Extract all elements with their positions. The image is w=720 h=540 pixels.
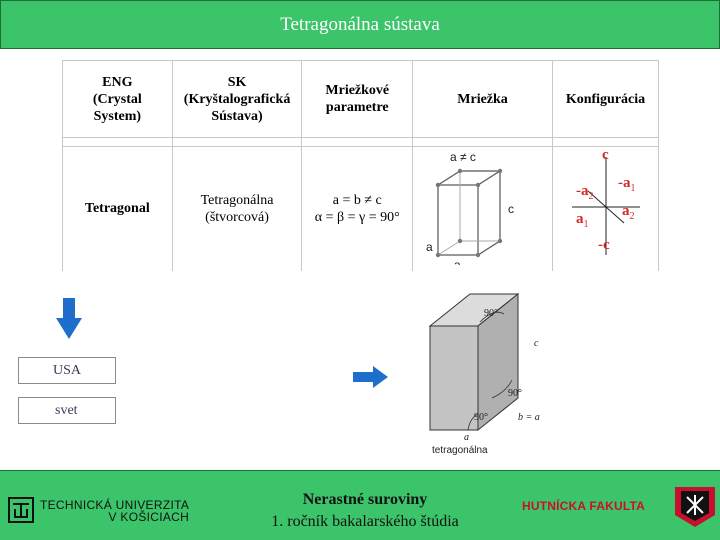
university-logo-icon	[8, 497, 34, 523]
header-config: Konfigurácia	[553, 61, 659, 138]
config-minus-a2: -a	[575, 183, 588, 200]
cell-config	[553, 147, 659, 271]
title-bar	[0, 0, 720, 49]
axis-configuration-diagram	[556, 147, 656, 265]
lattice-label-c: c	[507, 202, 514, 217]
config-minus-c: -c	[597, 237, 610, 254]
lattice-label-top: a ≠ c	[449, 150, 476, 165]
svg-text:a2: $a_2$	[621, 203, 634, 223]
angle-right: 90°	[508, 388, 522, 399]
footer	[0, 470, 720, 540]
header-params: Mriežkové parametre	[302, 61, 413, 138]
figure-b-eq-a: b = a	[518, 412, 540, 423]
config-c: c	[601, 147, 609, 164]
cell-eng: Tetragonal	[63, 147, 173, 271]
legend-usa: USA	[18, 357, 116, 384]
crystal-system-table	[62, 60, 659, 271]
course-title: Nerastné suroviny	[302, 491, 428, 508]
svg-text:-a2: $-a_2$	[575, 183, 593, 203]
faculty-name: HUTNÍCKA FAKULTA	[522, 499, 645, 513]
legend-svet: svet	[18, 397, 116, 424]
figure-a-label: a	[464, 432, 469, 443]
header-sk: SK (Kryštalografická Sústava)	[172, 61, 302, 138]
lattice-label-a-bottom: a	[453, 258, 461, 266]
table-gap-row	[63, 138, 659, 147]
config-minus-a1: -a	[617, 175, 630, 192]
table-row	[63, 147, 659, 271]
faculty-logo-icon	[675, 487, 715, 527]
university-name: TECHNICKÁ UNIVERZITA V KOŠICIACH	[40, 498, 190, 524]
course-info	[240, 489, 490, 533]
tetragonal-prism-figure	[420, 288, 560, 458]
table-header-row	[63, 61, 659, 138]
slide-title: Tetragonálna sústava	[280, 13, 440, 35]
angle-top: 90°	[484, 308, 498, 319]
down-arrow-icon	[55, 298, 83, 340]
course-subtitle: 1. ročník bakalarského štúdia	[271, 513, 459, 530]
header-lattice: Mriežka	[413, 61, 553, 138]
angle-bottom: 90°	[474, 412, 488, 423]
right-arrow-icon	[353, 366, 389, 388]
config-a1: a	[575, 211, 583, 228]
config-a2: a	[621, 203, 629, 220]
cell-params: a = b ≠ c α = β = γ = 90°	[302, 147, 413, 271]
cell-sk: Tetragonálna (štvorcová)	[172, 147, 302, 271]
cell-lattice	[413, 147, 553, 271]
tetragonal-lattice-diagram	[418, 147, 548, 265]
figure-caption: tetragonálna	[432, 445, 488, 456]
header-eng: ENG (Crystal System)	[63, 61, 173, 138]
svg-text:a1: $a_1$	[575, 211, 588, 231]
svg-text:-a1: $-a_1$	[617, 175, 635, 195]
figure-c-label: c	[534, 338, 539, 349]
lattice-label-a-left: a	[425, 240, 433, 255]
